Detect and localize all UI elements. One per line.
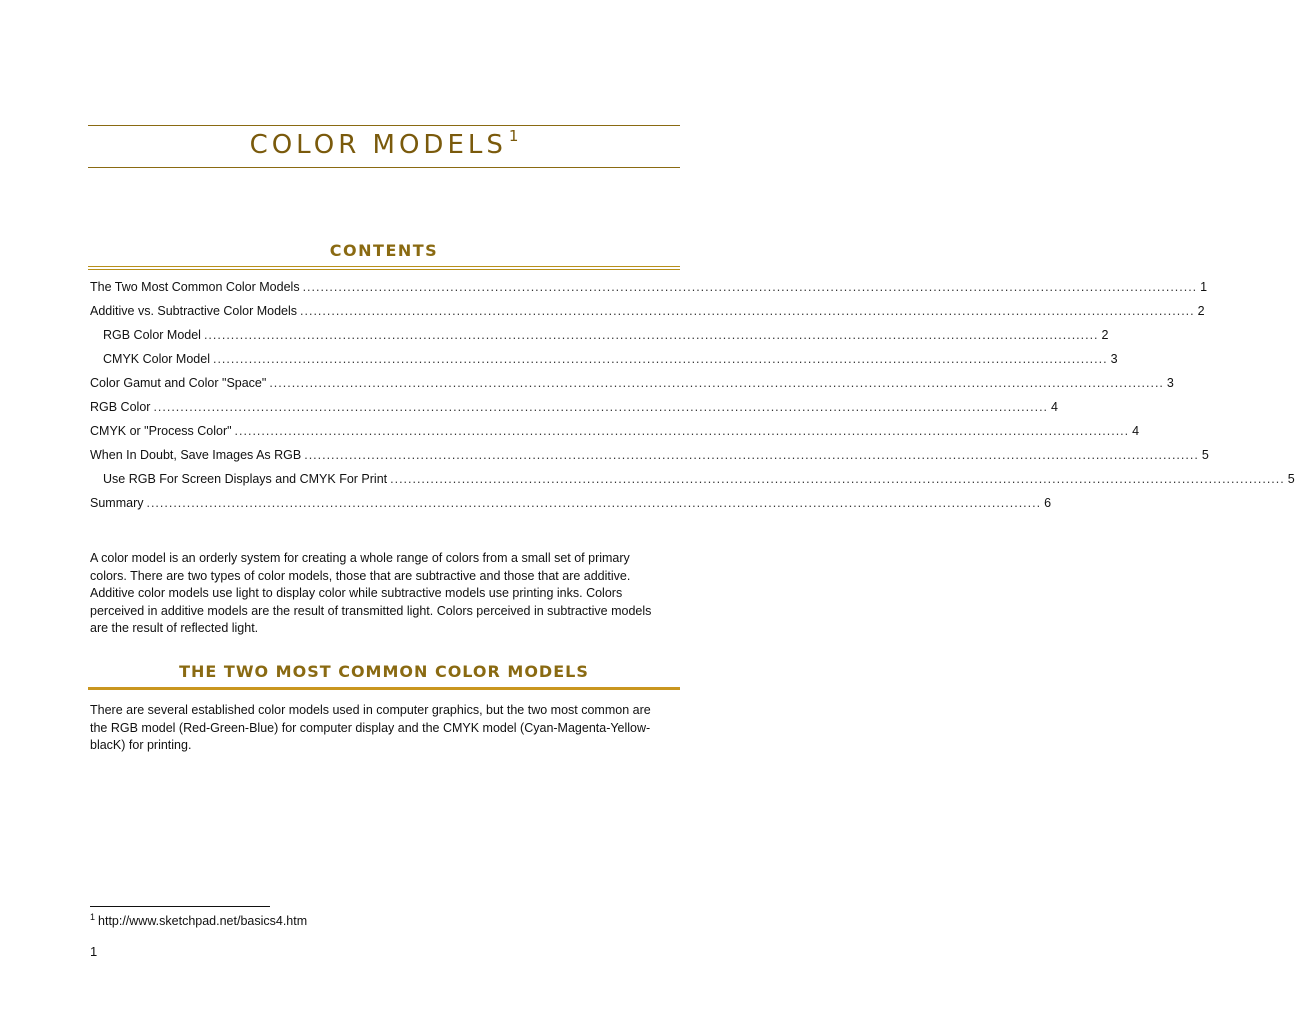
toc-entry-label: Additive vs. Subtractive Color Models <box>90 304 298 318</box>
contents-rule-bottom <box>88 269 680 270</box>
toc-entry-page: 5 <box>1201 448 1209 462</box>
toc-entry-page: 3 <box>1110 352 1118 366</box>
toc-entry-label: Summary <box>90 496 144 510</box>
toc-entry[interactable] <box>90 496 1052 520</box>
toc-leader-dots: ........................................................................................................................................................................................................ <box>300 304 1195 318</box>
toc-leader-dots: ........................................................................................................................................................................................................ <box>212 352 1108 366</box>
toc-entry-label: The Two Most Common Color Models <box>90 280 300 294</box>
contents-rule-top <box>88 266 680 267</box>
toc-entry-label: CMYK Color Model <box>103 352 210 366</box>
title-footnote-marker: 1 <box>508 127 519 145</box>
toc-leader-dots: ........................................................................................................................................................................................................ <box>153 400 1049 414</box>
toc-entry[interactable] <box>90 472 1295 496</box>
section-paragraph: There are several established color models used in computer graphics, but the two most common are the RGB model (Red-Green-Blue) for computer display and the CMYK model (Cyan-Magenta-Yellow-blacK) for printing. <box>90 703 651 752</box>
toc-leader-dots: ........................................................................................................................................................................................................ <box>234 424 1130 438</box>
footnote-link[interactable]: http://www.sketchpad.net/basics4.htm <box>98 914 308 928</box>
toc-leader-dots: ........................................................................................................................................................................................................ <box>302 280 1198 294</box>
toc-entry[interactable] <box>90 304 1205 328</box>
toc-entry[interactable] <box>90 280 1208 304</box>
toc-leader-dots: ........................................................................................................................................................................................................ <box>146 496 1042 510</box>
toc-entry-label: CMYK or "Process Color" <box>90 424 232 438</box>
toc-entry-page: 2 <box>1101 328 1109 342</box>
toc-leader-dots: ........................................................................................................................................................................................................ <box>203 328 1099 342</box>
toc-entry-page: 2 <box>1197 304 1205 318</box>
toc-entry[interactable] <box>90 400 1058 424</box>
page-title-text: COLOR MODELS <box>249 130 507 160</box>
toc-entry-label: RGB Color Model <box>103 328 201 342</box>
footnote <box>90 912 307 928</box>
toc-entry-page: 4 <box>1132 424 1140 438</box>
toc-leader-dots: ........................................................................................................................................................................................................ <box>269 376 1164 390</box>
page-number: 1 <box>90 944 98 959</box>
toc-entry[interactable] <box>90 448 1209 472</box>
toc-entry-label: Use RGB For Screen Displays and CMYK For Print <box>103 472 388 486</box>
toc-entry-page: 5 <box>1287 472 1295 486</box>
intro-paragraph: A color model is an orderly system for creating a whole range of colors from a small set of primary colors. There are two types of color models, those that are subtractive and those that are additive. Additive color models use light to display color while subtractive models use printing inks. Colors perceived in additive models are the result of transmitted light. Colors perceived in subtractive models are the result of reflected light. <box>90 551 652 635</box>
toc-entry-label: When In Doubt, Save Images As RGB <box>90 448 302 462</box>
toc-entry[interactable] <box>90 424 1140 448</box>
toc-entry-page: 3 <box>1166 376 1174 390</box>
toc-entry-page: 1 <box>1200 280 1208 294</box>
toc-entry[interactable] <box>90 376 1174 400</box>
toc-entry-label: RGB Color <box>90 400 151 414</box>
title-top-rule <box>88 125 680 126</box>
toc-entry-page: 6 <box>1044 496 1052 510</box>
toc-entry-label: Color Gamut and Color "Space" <box>90 376 267 390</box>
toc-leader-dots: ........................................................................................................................................................................................................ <box>390 472 1285 486</box>
toc-entry[interactable] <box>90 352 1118 376</box>
footnote-separator <box>90 906 270 907</box>
section-rule <box>88 687 680 690</box>
toc-leader-dots: ........................................................................................................................................................................................................ <box>304 448 1199 462</box>
section-heading: THE TWO MOST COMMON COLOR MODELS <box>179 662 589 681</box>
title-bottom-rule <box>88 167 680 168</box>
toc-entry-page: 4 <box>1051 400 1058 414</box>
toc-entry[interactable] <box>90 328 1109 352</box>
contents-heading: CONTENTS <box>329 241 439 260</box>
footnote-marker: 1 <box>90 912 96 922</box>
page-title <box>88 127 680 160</box>
table-of-contents <box>90 280 1295 520</box>
